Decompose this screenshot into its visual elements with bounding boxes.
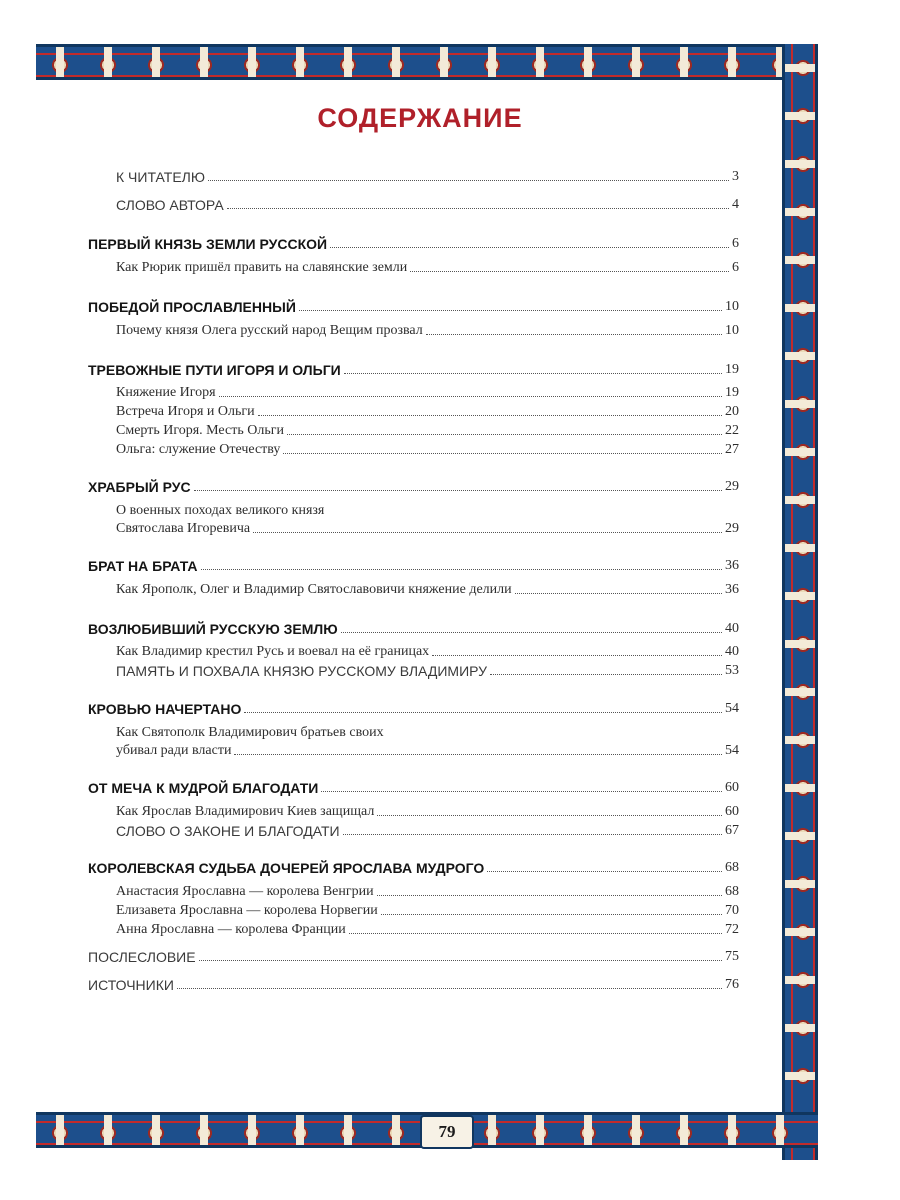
dot-leader [321, 791, 722, 792]
toc-section-label: ПЕРВЫЙ КНЯЗЬ ЗЕМЛИ РУССКОЙ [88, 236, 328, 252]
toc-entry-label: Почему князя Олега русский народ Вещим прозвал [116, 323, 423, 338]
toc-section-page: 54 [725, 701, 739, 716]
dot-leader [227, 208, 729, 209]
ornament-border-right [782, 44, 818, 1160]
toc-entry-page: 40 [725, 644, 739, 659]
toc-section-page: 29 [725, 479, 739, 494]
toc-section-page: 68 [725, 860, 739, 875]
toc-entry-label: О военных походах великого князя [116, 503, 325, 518]
toc-section-label: БРАТ НА БРАТА [88, 558, 198, 574]
toc-entry-page: 54 [725, 743, 739, 758]
toc-section[interactable] [88, 295, 739, 315]
toc-entry-label: ПАМЯТЬ И ПОХВАЛА КНЯЗЮ РУССКОМУ ВЛАДИМИРУ [116, 663, 488, 679]
toc-entry-label: Как Святополк Владимирович братьев своих [116, 725, 384, 740]
dot-leader [201, 569, 723, 570]
toc-entry-label: Как Владимир крестил Русь и воевал на её границах [116, 644, 430, 659]
toc-entry-page: 67 [725, 823, 739, 838]
toc-entry-label: Анна Ярославна — королева Франции [116, 922, 346, 937]
toc-entry[interactable] [116, 499, 739, 519]
dot-leader [194, 490, 722, 491]
toc-entry[interactable] [116, 419, 739, 439]
dot-leader [244, 712, 722, 713]
toc-entry-page: 76 [725, 977, 739, 992]
toc-entry-page: 3 [732, 169, 739, 184]
toc-entry[interactable] [116, 319, 739, 339]
dot-leader [490, 674, 722, 675]
toc-entry-label: убивал ради власти [116, 743, 232, 758]
toc-section[interactable] [88, 697, 739, 717]
toc-entry[interactable] [116, 193, 739, 213]
toc-section[interactable] [88, 475, 739, 495]
toc-entry-page: 36 [725, 582, 739, 597]
dot-leader [283, 453, 722, 454]
dot-leader [299, 310, 722, 311]
dot-leader [258, 415, 722, 416]
toc-section-page: 6 [732, 236, 739, 251]
toc-entry[interactable] [116, 256, 739, 276]
toc-entry-page: 60 [725, 804, 739, 819]
dot-leader [377, 815, 722, 816]
toc-entry[interactable] [116, 659, 739, 679]
ornament-border-top [36, 44, 818, 80]
toc-section[interactable] [88, 554, 739, 574]
toc-entry[interactable] [116, 918, 739, 938]
toc-entry-page: 4 [732, 197, 739, 212]
dot-leader [219, 396, 722, 397]
toc-entry[interactable] [116, 880, 739, 900]
dot-leader [234, 754, 722, 755]
toc-section-label: ПОБЕДОЙ ПРОСЛАВЛЕННЫЙ [88, 299, 296, 315]
toc-entry[interactable] [116, 517, 739, 537]
toc-entry-page: 53 [725, 663, 739, 678]
dot-leader [253, 532, 722, 533]
toc-entry-label: Как Ярослав Владимирович Киев защищал [116, 804, 375, 819]
toc-entry-page: 27 [725, 442, 739, 457]
toc-section-label: ОТ МЕЧА К МУДРОЙ БЛАГОДАТИ [88, 780, 319, 796]
toc-entry-page: 22 [725, 423, 739, 438]
toc-section[interactable] [88, 856, 739, 876]
toc-entry-label: Княжение Игоря [116, 385, 216, 400]
toc-entry-label: К ЧИТАТЕЛЮ [116, 169, 205, 185]
toc-entry[interactable] [116, 819, 739, 839]
toc-entry-page: 72 [725, 922, 739, 937]
toc-entry-label: СЛОВО О ЗАКОНЕ И БЛАГОДАТИ [116, 823, 340, 839]
toc-entry-label: ИСТОЧНИКИ [88, 977, 174, 993]
toc-section-page: 19 [725, 362, 739, 377]
dot-leader [377, 895, 722, 896]
toc-entry-page: 6 [732, 260, 739, 275]
toc-entry[interactable] [116, 165, 739, 185]
dot-leader [177, 988, 722, 989]
dot-leader [487, 871, 722, 872]
toc-section-page: 40 [725, 621, 739, 636]
toc-section-label: ХРАБРЫЙ РУС [88, 479, 191, 495]
toc-section-label: ВОЗЛЮБИВШИЙ РУССКУЮ ЗЕМЛЮ [88, 621, 338, 637]
toc-entry-label: Как Рюрик пришёл править на славянские земли [116, 260, 408, 275]
dot-leader [381, 914, 722, 915]
toc-entry-page: 70 [725, 903, 739, 918]
toc-entry[interactable] [116, 800, 739, 820]
toc-section-page: 60 [725, 780, 739, 795]
dot-leader [287, 434, 722, 435]
toc-entry-page: 10 [725, 323, 739, 338]
toc-entry-label: Смерть Игоря. Месть Ольги [116, 423, 284, 438]
toc-entry[interactable] [116, 640, 739, 660]
dot-leader [515, 593, 722, 594]
toc-section-page: 10 [725, 299, 739, 314]
page-number: 79 [420, 1115, 474, 1149]
toc-entry-label: СЛОВО АВТОРА [116, 197, 224, 213]
dot-leader [199, 960, 722, 961]
toc-entry[interactable] [116, 381, 739, 401]
dot-leader [432, 655, 722, 656]
page-title: СОДЕРЖАНИЕ [317, 103, 523, 133]
dot-leader [349, 933, 722, 934]
toc-section-page: 36 [725, 558, 739, 573]
toc-entry[interactable] [116, 400, 739, 420]
toc-entry-label: Ольга: служение Отечеству [116, 442, 281, 457]
dot-leader [410, 271, 729, 272]
toc-entry[interactable] [88, 945, 739, 965]
dot-leader [330, 247, 729, 248]
toc-entry-page: 20 [725, 404, 739, 419]
toc-entry[interactable] [116, 739, 739, 759]
toc-entry-page: 19 [725, 385, 739, 400]
toc-section-label: КОРОЛЕВСКАЯ СУДЬБА ДОЧЕРЕЙ ЯРОСЛАВА МУДРОГО [88, 860, 485, 876]
toc-section[interactable] [88, 232, 739, 252]
toc-entry-label: Как Ярополк, Олег и Владимир Святославовичи княжение делили [116, 582, 512, 597]
dot-leader [343, 834, 722, 835]
toc-entry[interactable] [116, 721, 739, 741]
toc-entry-page: 29 [725, 521, 739, 536]
toc-entry-label: Елизавета Ярославна — королева Норвегии [116, 903, 378, 918]
toc-section-label: КРОВЬЮ НАЧЕРТАНО [88, 701, 242, 717]
toc-entry-page: 68 [725, 884, 739, 899]
toc-section-label: ТРЕВОЖНЫЕ ПУТИ ИГОРЯ И ОЛЬГИ [88, 362, 341, 378]
toc-entry[interactable] [116, 899, 739, 919]
dot-leader [426, 334, 722, 335]
dot-leader [344, 373, 722, 374]
toc-section[interactable] [88, 776, 739, 796]
toc-entry[interactable] [116, 438, 739, 458]
toc-section[interactable] [88, 617, 739, 637]
toc-entry-label: Святослава Игоревича [116, 521, 251, 536]
toc-entry-label: Встреча Игоря и Ольги [116, 404, 255, 419]
toc-entry[interactable] [116, 578, 739, 598]
dot-leader [341, 632, 722, 633]
toc-entry-page: 75 [725, 949, 739, 964]
dot-leader [208, 180, 729, 181]
toc-entry[interactable] [88, 973, 739, 993]
toc-entry-label: Анастасия Ярославна — королева Венгрии [116, 884, 374, 899]
toc-section[interactable] [88, 358, 739, 378]
toc-entry-label: ПОСЛЕСЛОВИЕ [88, 949, 196, 965]
